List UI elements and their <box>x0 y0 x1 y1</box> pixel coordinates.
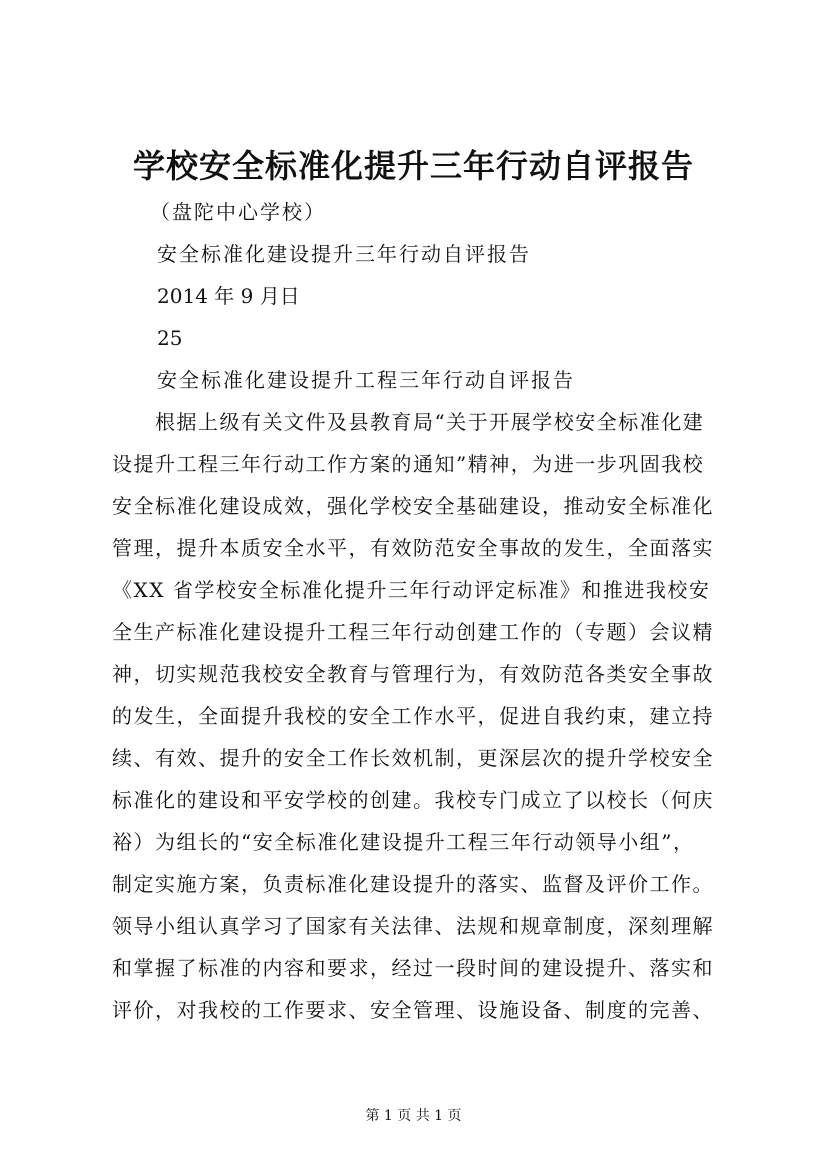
body-line: 神，切实规范我校安全教育与管理行为，有效防范各类安全事故 <box>112 662 714 686</box>
body-line: 评价，对我校的工作要求、安全管理、设施设备、制度的完善、 <box>112 998 714 1022</box>
body-line: 标准化的建设和平安学校的创建。我校专门成立了以校长（何庆 <box>112 788 714 812</box>
body-line: 续、有效、提升的安全工作长效机制，更深层次的提升学校安全 <box>112 746 714 770</box>
page-footer: 第 1 页 共 1 页 <box>365 1108 462 1124</box>
body-line: 根据上级有关文件及县教育局“关于开展学校安全标准化建 <box>112 410 705 434</box>
body-line: 裕）为组长的“安全标准化建设提升工程三年行动领导小组”， <box>112 830 695 854</box>
report-heading: 安全标准化建设提升工程三年行动自评报告 <box>157 368 575 392</box>
body-line: 安全标准化建设成效，强化学校安全基础建设，推动安全标准化 <box>112 494 714 518</box>
body-line: 领导小组认真学习了国家有关法律、法规和规章制度，深刻理解 <box>112 914 714 938</box>
body-line: 管理，提升本质安全水平，有效防范安全事故的发生，全面落实 <box>112 536 714 560</box>
document-day: 25 <box>157 326 183 350</box>
body-line: 全生产标准化建设提升工程三年行动创建工作的（专题）会议精 <box>112 620 714 644</box>
school-name: （盘陀中心学校） <box>150 200 326 224</box>
document-date: 2014 年 9 月日 <box>157 284 300 308</box>
body-line: 和掌握了标准的内容和要求，经过一段时间的建设提升、落实和 <box>112 956 714 980</box>
body-line: 设提升工程三年行动工作方案的通知”精神，为进一步巩固我校 <box>112 452 705 476</box>
document-title: 学校安全标准化提升三年行动自评报告 <box>132 147 694 185</box>
document-subtitle: 安全标准化建设提升三年行动自评报告 <box>157 242 531 266</box>
body-line: 制定实施方案，负责标准化建设提升的落实、监督及评价工作。 <box>112 872 714 896</box>
body-line: 的发生，全面提升我校的安全工作水平，促进自我约束，建立持 <box>112 704 714 728</box>
body-line: 《XX 省学校安全标准化提升三年行动评定标准》和推进我校安 <box>112 578 711 602</box>
